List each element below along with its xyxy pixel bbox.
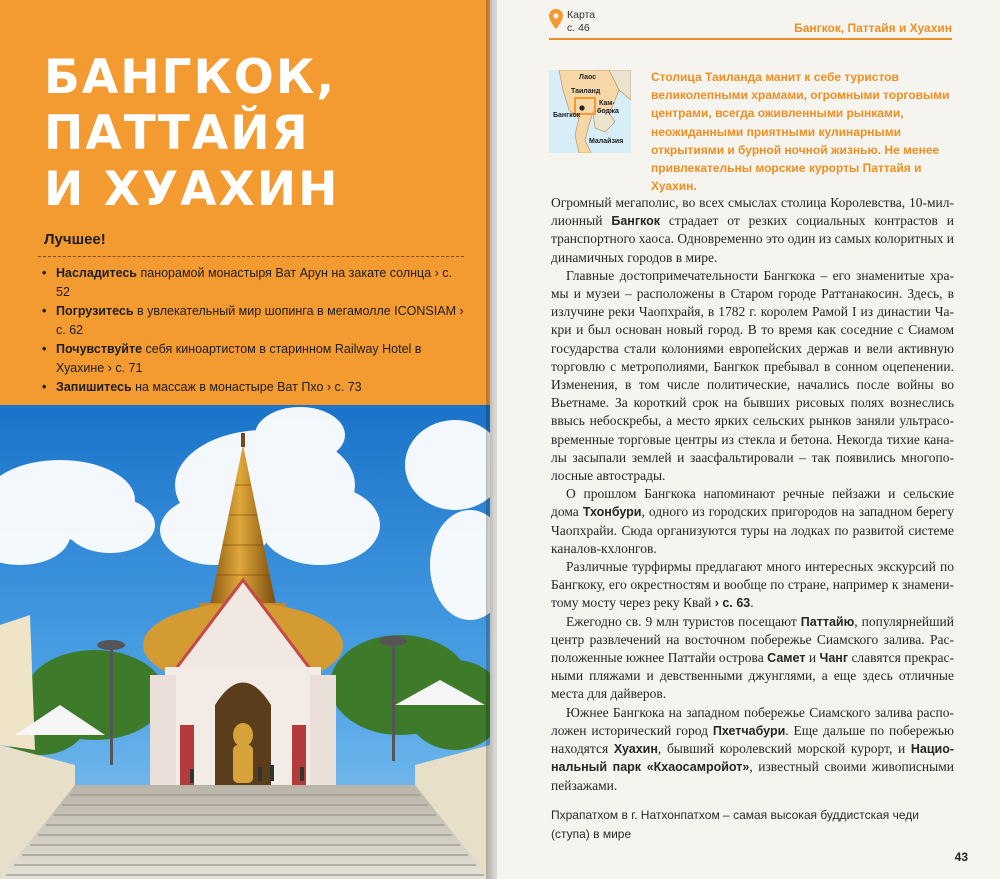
body-paragraph	[551, 704, 954, 795]
paragraph-text: Ежегодно св. 9 млн туристов посещают	[566, 613, 801, 629]
body-paragraph	[551, 613, 954, 704]
best-list	[42, 264, 467, 397]
paragraph-text: славятся прекрасными пляжами и девственными джунглями, а еще здесь отличные места для дайверов.	[551, 650, 955, 702]
best-item-text: себя киноартистом в старинном Railway Hotel в Хуахине › с. 71	[56, 342, 422, 375]
intro-paragraph: Столица Таиланда манит к себе туристов великолепными храмами, огромными торговыми центрами, всегда оживленными рынками, неожиданными приятными кулинарными открытиями и бурной ночной жизнью. Не менее привлекательны морские курорты Паттайя и Хуахин.	[651, 70, 950, 194]
body-paragraph	[551, 267, 954, 485]
best-item	[42, 340, 467, 378]
chapter-title	[44, 50, 474, 218]
keyword: Хуахин	[613, 742, 658, 757]
best-item-verb: Почувствуйте	[56, 342, 143, 356]
keyword: Самет	[767, 651, 806, 666]
best-item-text: в увлекательный мир шопинга в мегамолле ICONSIAM › с. 62	[56, 304, 464, 337]
page-number: 43	[954, 850, 968, 864]
paragraph-text: Огромный мегаполис, во всех смыслах столица Королевства, 10-миллионный	[551, 195, 954, 229]
best-item	[42, 264, 467, 302]
keyword: Пхетчабури	[712, 723, 786, 738]
map-label-bangkok: Бангкок	[553, 112, 581, 119]
body-paragraph	[551, 485, 954, 558]
header-rule	[549, 38, 952, 40]
photo-caption: Пхрапатхом в г. Натхонпатхом – самая высокая буддистская чеди (ступа) в мире	[551, 808, 919, 841]
paragraph-text: .	[750, 595, 754, 611]
keyword: › с. 63	[714, 596, 751, 611]
title-line: ПАТТАЙЯ	[44, 106, 310, 161]
chedi-photo	[0, 405, 490, 879]
map-ref-page: с. 46	[567, 22, 590, 34]
body-paragraph	[551, 194, 954, 267]
map-label-thailand: Таиланд	[571, 88, 601, 95]
running-head: Бангкок, Паттайя и Хуахин	[794, 21, 952, 35]
map-label-malaysia: Малайзия	[589, 138, 624, 145]
best-item	[42, 302, 467, 340]
paragraph-text: , популярнейший центр развлечений на восточном побережье Сиамского залива. Расположенные южнее Паттайи острова	[551, 613, 955, 666]
paragraph-text: , известный своими живописными пейзажами.	[551, 759, 954, 793]
chedi-illustration	[0, 405, 490, 879]
keyword: Бангкок	[611, 214, 661, 229]
map-pin-icon	[549, 9, 563, 29]
right-page	[497, 0, 1000, 879]
keyword: Чанг	[819, 651, 849, 666]
map-ref-text	[567, 9, 595, 35]
map-reference	[549, 9, 595, 35]
paragraph-text: . Еще дальше по побережью находятся	[551, 722, 955, 757]
paragraph-text: , одного из городских пригородов на западном берегу Чаопхрайи. Сюда организуются туры на лодках по развитой системе каналов-кхлонгов.	[551, 504, 954, 556]
title-line: БАНГКОК,	[44, 50, 337, 105]
title-line: И ХУАХИН	[44, 162, 340, 217]
paragraph-text: Главные достопримечательности Бангкока – его знаменитые храмы и музеи – расположены в Старом городе Раттанакосин. Здесь, в излучине реки Чаопхрайя, в 1782 г. королем Рамой I из династии Чакри и был основан новый город. В то время как соседние с Сиамом государства стали колониями европейских держав и вели активную торговлю с метрополиями, Бангкок пребывал в сонном оцепенении. Изменения, в том числе политические, начались после войны во Вьетнаме. За короткий срок на бывших рисовых полях вознеслись ввысь небоскребы, а место ярких сельских рынков заняли ультрасовременные торговые центры из стекла и бетона. Некогда тихие каналы засыпали землей и заасфальтировали – так появились многополосные автострады.	[551, 267, 954, 484]
best-item-verb: Насладитесь	[56, 266, 137, 280]
map-label-cambodia: Кам-	[599, 100, 615, 107]
best-item-verb: Погрузитесь	[56, 304, 134, 318]
best-item	[42, 378, 467, 397]
keyword: Национальный парк «Кхаосамройот»	[551, 742, 954, 775]
map-label-laos: Лаос	[579, 74, 597, 81]
best-item-text: панорамой монастыря Ват Арун на закате солнца › с. 52	[56, 266, 453, 299]
best-item-verb: Запишитесь	[56, 380, 132, 394]
locator-map	[549, 70, 631, 153]
article-body	[551, 194, 954, 795]
best-divider	[38, 256, 464, 257]
paragraph-text: Южнее Бангкока на западном побережье Сиамского залива расположен исторический город	[551, 704, 954, 738]
best-item-text: на массаж в монастыре Ват Пхо › с. 73	[131, 380, 362, 394]
paragraph-text: и	[805, 650, 820, 666]
keyword: Тхонбури	[582, 505, 642, 520]
paragraph-text: страдает от резких социальных контрастов и транспортного хаоса. Одновременно это один из самых колоритных и динамичных городов в мире.	[551, 213, 954, 265]
paragraph-text: О прошлом Бангкока напоминают речные пейзажи и сельские дома	[551, 486, 954, 520]
best-heading: Лучшее!	[44, 231, 106, 248]
paragraph-text: , бывший королевский морской курорт, и	[657, 741, 911, 757]
left-page	[0, 0, 490, 879]
paragraph-text: Различные турфирмы предлагают много интересных экскурсий по Бангкоку, его окрестностям и вообще по стране, например к знаменитому мосту через реку Квай	[551, 559, 954, 611]
map-label-cambodia: боджа	[597, 108, 619, 115]
title-panel	[0, 0, 490, 405]
body-paragraph	[551, 558, 954, 613]
keyword: Паттайю	[800, 614, 855, 629]
map-ref-label: Карта	[567, 9, 596, 21]
